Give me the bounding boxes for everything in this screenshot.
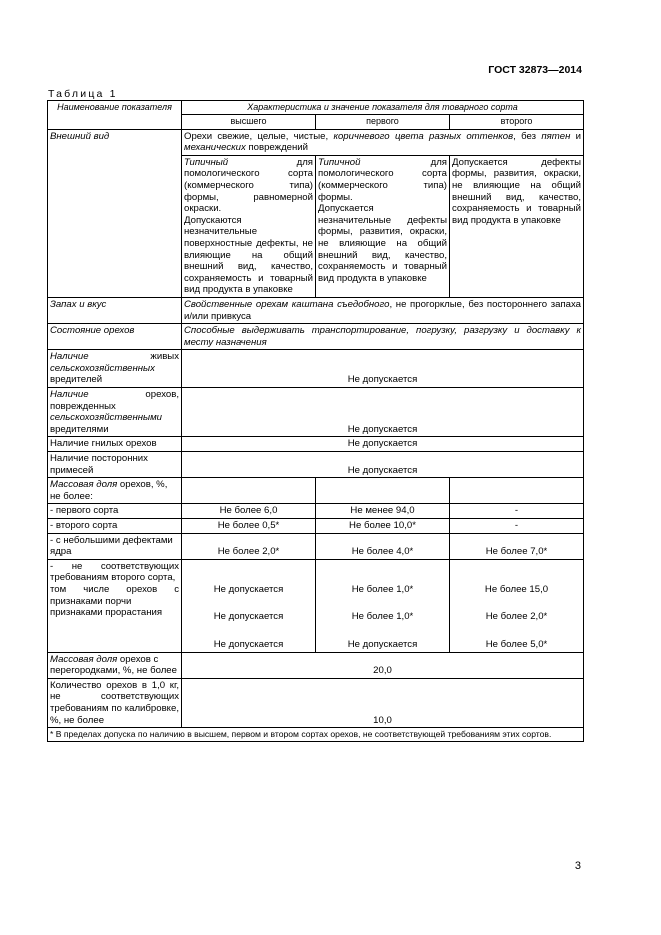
damaged-value: Не допускается	[182, 388, 584, 437]
appearance-first: Типичной для помологического сорта (коммерческого типа) формы. Допускается незначительные дефекты формы, развития, окраски, не влияющие на общий внешний вид, качество, сохраняемость и товарный вид продукта в упаковке	[316, 155, 450, 297]
table-row-mass-heading	[48, 478, 584, 504]
mass-defects-premium: Не более 2,0*	[182, 533, 316, 559]
row-label-mass-first: - первого сорта	[48, 504, 182, 519]
row-label-state: Состояние орехов	[48, 324, 182, 350]
table-row-smell	[48, 297, 584, 323]
appearance-common: Орехи свежие, целые, чистые, коричневого цвета разных оттенков, без пятен и механических повреждений	[182, 129, 584, 155]
table-row-appearance	[48, 129, 584, 155]
nonconf-second: Не более 15,0 Не более 2,0* Не более 5,0*	[450, 559, 584, 652]
quality-table	[47, 100, 584, 742]
standard-number: ГОСТ 32873—2014	[488, 64, 582, 76]
row-label-mass: Массовая доля орехов, %, не более:	[48, 478, 182, 504]
mass-defects-second: Не более 7,0*	[450, 533, 584, 559]
state-value: Способные выдерживать транспортирование, погрузку, разгрузку и доставку к месту назначения	[182, 324, 584, 350]
table-row-state	[48, 324, 584, 350]
row-label-damaged: Наличие орехов, поврежденных сельскохозяйственными вредителями	[48, 388, 182, 437]
table-row-pests	[48, 350, 584, 388]
mass-defects-first: Не более 4,0*	[316, 533, 450, 559]
table-row-partitions	[48, 652, 584, 678]
appearance-premium: Типичный для помологического сорта (коммерческого типа) формы, равномерной окраски. Допускаются незначительные поверхностные дефекты, не влияющие на общий внешний вид, качество, сохраняемость и товарный вид продукта в упаковке	[182, 155, 316, 297]
table-row-rotten	[48, 437, 584, 452]
header-grade-first: первого	[316, 115, 450, 130]
row-label-pests: Наличие живых сельскохозяйственных вредителей	[48, 350, 182, 388]
row-label-rotten: Наличие гнилых орехов	[48, 437, 182, 452]
row-label-mass-defects: - с небольшими дефектами ядра	[48, 533, 182, 559]
table-row-mass-first	[48, 504, 584, 519]
smell-value: Свойственные орехам каштана съедобного, не прогорклые, без постороннего запаха и/или привкуса	[182, 297, 584, 323]
mass-second-first: Не более 10,0*	[316, 519, 450, 534]
row-label-foreign: Наличие посторонних примесей	[48, 452, 182, 478]
table-footnote: * В пределах допуска по наличию в высшем, первом и втором сортах орехов, не соответствующей требованиям этих сортов.	[48, 728, 584, 742]
pests-value: Не допускается	[182, 350, 584, 388]
calibration-value: 10,0	[182, 678, 584, 727]
rotten-value: Не допускается	[182, 437, 584, 452]
row-label-calibration: Количество орехов в 1,0 кг, не соответствующих требованиям по калибровке, %, не более	[48, 678, 182, 727]
nonconf-premium: Не допускается Не допускается Не допускается	[182, 559, 316, 652]
table-caption: Таблица 1	[48, 88, 118, 100]
row-label-smell: Запах и вкус	[48, 297, 182, 323]
row-label-nonconforming: - не соответствующих требованиям второго сорта, том числе орехов с признаками порчи признаками прорастания	[48, 559, 182, 652]
mass-first-first: Не менее 94,0	[316, 504, 450, 519]
appearance-second: Допускается дефекты формы, развития, окраски, не влияющие на общий внешний вид, качество, сохраняемость и товарный вид продукта в упаковке	[450, 155, 584, 297]
table-row-calibration	[48, 678, 584, 727]
table-row-damaged	[48, 388, 584, 437]
foreign-value: Не допускается	[182, 452, 584, 478]
table-row-foreign	[48, 452, 584, 478]
mass-first-premium: Не более 6,0	[182, 504, 316, 519]
table-footnote-row	[48, 728, 584, 742]
page-number: 3	[574, 860, 581, 872]
mass-second-second: -	[450, 519, 584, 534]
row-label-appearance: Внешний вид	[48, 129, 182, 297]
header-characteristic: Характеристика и значение показателя для товарного сорта	[182, 101, 584, 115]
mass-second-premium: Не более 0,5*	[182, 519, 316, 534]
table-row-nonconforming	[48, 559, 584, 652]
table-row-mass-defects	[48, 533, 584, 559]
mass-first-second: -	[450, 504, 584, 519]
table-row-mass-second	[48, 519, 584, 534]
table-header-row	[48, 101, 584, 115]
header-indicator-name: Наименование показателя	[48, 101, 182, 130]
partitions-value: 20,0	[182, 652, 584, 678]
header-grade-premium: высшего	[182, 115, 316, 130]
row-label-mass-second: - второго сорта	[48, 519, 182, 534]
header-grade-second: второго	[450, 115, 584, 130]
nonconf-first: Не более 1,0* Не более 1,0* Не допускается	[316, 559, 450, 652]
row-label-partitions: Массовая доля орехов с перегородками, %, не более	[48, 652, 182, 678]
